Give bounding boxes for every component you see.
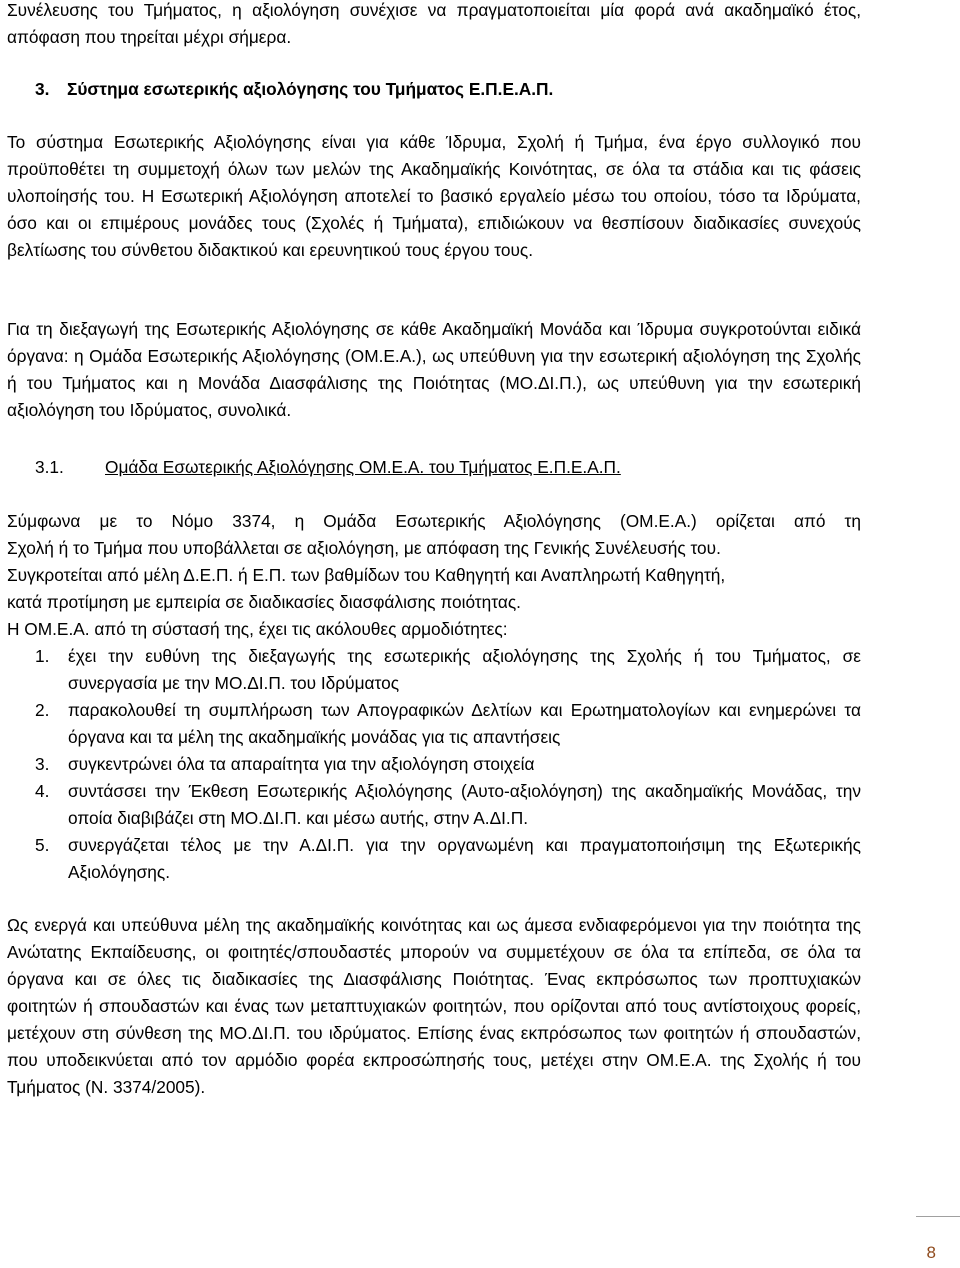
list-item — [35, 697, 861, 751]
list-item-text: έχει την ευθύνη της διεξαγωγής της εσωτερικής αξιολόγησης της Σχολής ή του Τμήματος, σε συνεργασία με την ΜΟ.ΔΙ.Π. του Ιδρύματος — [68, 646, 861, 693]
list-item-index: 5. — [35, 835, 50, 855]
page-number: 8 — [926, 1243, 936, 1262]
footer-divider — [916, 1216, 960, 1217]
omea-line: Η ΟΜ.Ε.Α. από τη σύστασή της, έχει τις ακόλουθες αρμοδιότητες: — [7, 619, 508, 639]
list-item — [35, 643, 861, 697]
list-item — [35, 778, 861, 832]
omea-line: Σχολή ή το Τμήμα που υποβάλλεται σε αξιολόγηση, με απόφαση της Γενικής Συνέλευσής του. — [7, 538, 721, 558]
intro-paragraph: Συνέλευσης του Τμήματος, η αξιολόγηση συνέχισε να πραγματοποιείται μία φορά ανά ακαδημαϊκό έτος, απόφαση που τηρείται μέχρι σήμερα. — [7, 0, 861, 47]
list-item-index: 1. — [35, 646, 50, 666]
students-paragraph: Ως ενεργά και υπεύθυνα μέλη της ακαδημαϊκής κοινότητας και ως άμεσα ενδιαφερόμενοι για την ποιότητα της Ανώτατης Εκπαίδευσης, οι φοιτητές/σπουδαστές μπορούν να συμμετέχουν σε όλα τα επίπεδα, σε όλα τα όργανα και σε όλες τις διαδικασίες της Διασφάλισης Ποιότητας. Ένας εκπρόσωπος των προπτυχιακών φοιτητών ή σπουδαστών και ένας των μεταπτυχιακών φοιτητών, που ορίζονται από τους αντίστοιχους φορείς, μετέχουν στη σύνθεση της ΜΟ.ΔΙ.Π. του ιδρύματος. Επίσης ένας εκπρόσωπος των φοιτητών ή σπουδαστών, που υποδεικνύεται από τον αρμόδιο φορέα εκπροσώπησής τους, μετέχει στην ΟΜ.Ε.Α. της Σχολής ή του Τμήματος (Ν. 3374/2005). — [7, 915, 861, 1097]
list-item — [35, 832, 861, 886]
omea-line: Σύμφωνα με το Νόμο 3374, η Ομάδα Εσωτερικής Αξιολόγησης (ΟΜ.Ε.Α.) ορίζεται από τη — [7, 511, 861, 531]
list-item — [35, 751, 861, 778]
list-item-index: 2. — [35, 700, 50, 720]
list-item-text: παρακολουθεί τη συμπλήρωση των Απογραφικών Δελτίων και Ερωτηματολογίων και ενημερώνει τα όργανα και τα μέλη της ακαδημαϊκής μονάδας για τις απαντήσεις — [68, 700, 861, 747]
section-3-title: Σύστημα εσωτερικής αξιολόγησης του Τμήματος Ε.Π.Ε.Α.Π. — [67, 79, 554, 99]
organs-paragraph: Για τη διεξαγωγή της Εσωτερικής Αξιολόγησης σε κάθε Ακαδημαϊκή Μονάδα και Ίδρυμα συγκροτούνται ειδικά όργανα: η Ομάδα Εσωτερικής Αξιολόγησης (ΟΜ.Ε.Α.), ως υπεύθυνη για την εσωτερική αξιολόγηση της Σχολής ή του Τμήματος και η Μονάδα Διασφάλισης της Ποιότητας (ΜΟ.ΔΙ.Π.), ως υπεύθυνη για την εσωτερική αξιολόγηση του Ιδρύματος, συνολικά. — [7, 319, 861, 420]
section-3-heading — [35, 76, 553, 103]
omea-line: Συγκροτείται από μέλη Δ.Ε.Π. ή Ε.Π. των βαθμίδων του Καθηγητή και Αναπληρωτή Καθηγητή, — [7, 565, 726, 585]
section-3-number: 3. — [35, 79, 50, 99]
omea-line: κατά προτίμηση με εμπειρία σε διαδικασίες διασφάλισης ποιότητας. — [7, 592, 521, 612]
section-3-1-title: Ομάδα Εσωτερικής Αξιολόγησης ΟΜ.Ε.Α. του Τμήματος Ε.Π.Ε.Α.Π. — [105, 457, 621, 477]
section-3-1-heading — [35, 454, 621, 481]
system-paragraph: Το σύστημα Εσωτερικής Αξιολόγησης είναι για κάθε Ίδρυμα, Σχολή ή Τμήμα, ένα έργο συλλογικό που προϋποθέτει τη συμμετοχή όλων των μελών της Ακαδημαϊκής Κοινότητας, σε όλα τα στάδια και τις φάσεις υλοποίησής του. Η Εσωτερική Αξιολόγηση αποτελεί το βασικό εργαλείο μέσω του οποίου, τόσο τα Ιδρύματα, όσο και οι επιμέρους μονάδες τους (Σχολές ή Τμήματα), επιδιώκουν να θεσπίσουν διαδικασίες συνεχούς βελτίωσης του σύνθετου διδακτικού και ερευνητικού τους έργου τους. — [7, 132, 861, 260]
list-item-text: συντάσσει την Έκθεση Εσωτερικής Αξιολόγησης (Αυτο-αξιολόγηση) της ακαδημαϊκής Μονάδας, την οποία διαβιβάζει στη ΜΟ.ΔΙ.Π. και μέσω αυτής, στην Α.ΔΙ.Π. — [68, 781, 861, 828]
section-3-1-number: 3.1. — [35, 457, 64, 477]
list-item-index: 4. — [35, 781, 50, 801]
omea-paragraph — [7, 508, 861, 643]
list-item-index: 3. — [35, 754, 50, 774]
list-item-text: συγκεντρώνει όλα τα απαραίτητα για την αξιολόγηση στοιχεία — [68, 754, 535, 774]
list-item-text: συνεργάζεται τέλος με την Α.ΔΙ.Π. για την οργανωμένη και πραγματοποιήσιμη της Εξωτερικής Αξιολόγησης. — [68, 835, 861, 882]
duties-list — [35, 643, 861, 886]
